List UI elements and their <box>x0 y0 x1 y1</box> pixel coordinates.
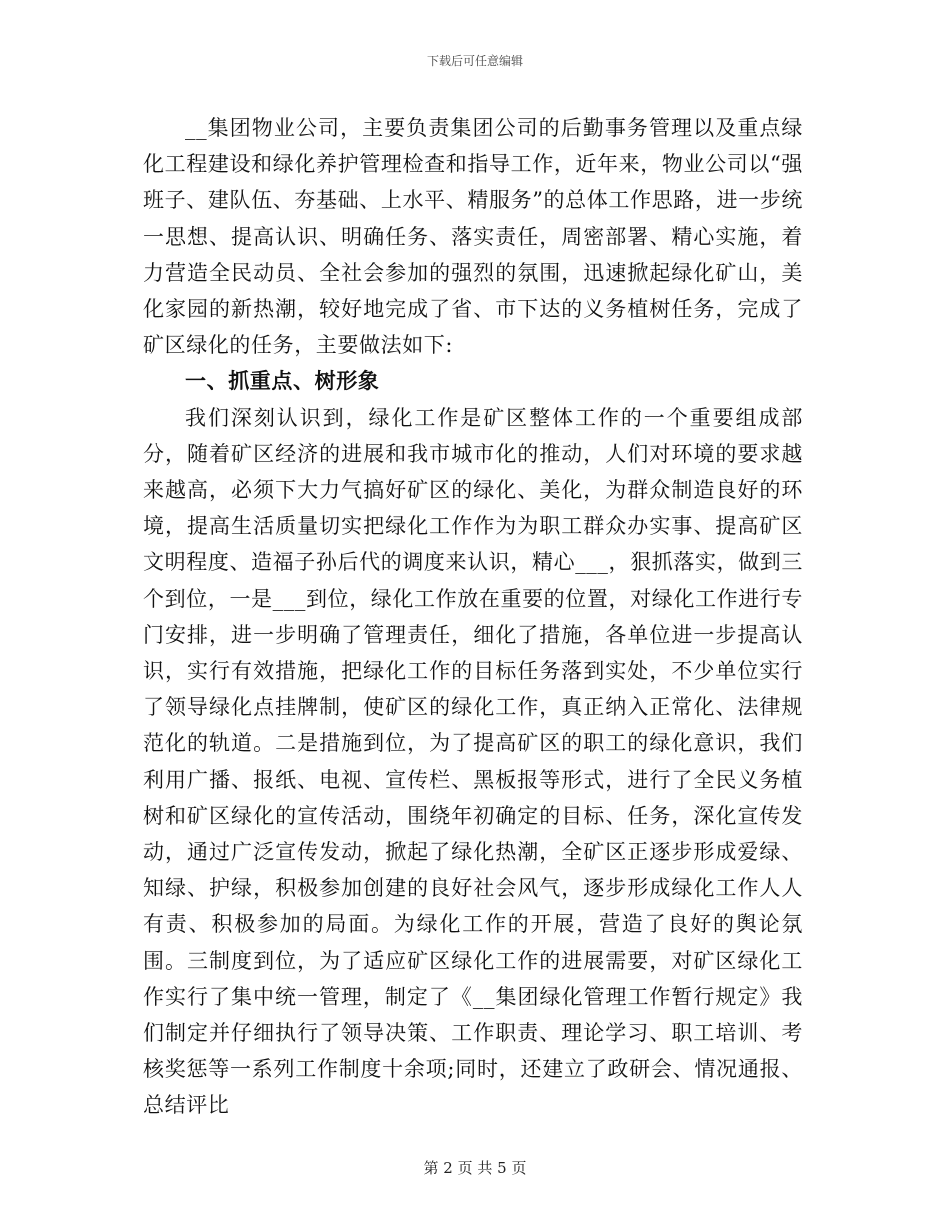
document-body <box>143 110 803 1124</box>
section-heading: 一、抓重点、树形象 <box>185 368 380 394</box>
section-paragraph: 我们深刻认识到，绿化工作是矿区整体工作的一个重要组成部分，随着矿区经济的进展和我市城市化的推动，人们对环境的要求越来越高，必须下大力气搞好矿区的绿化、美化，为群众制造良好的环境，提高生活质量切实把绿化工作作为为职工群众办实事、提高矿区文明程度、造福子孙后代的调度来认识，精心___，狠抓落实，做到三个到位，一是___到位，绿化工作放在重要的位置，对绿化工作进行专门安排，进一步明确了管理责任，细化了措施，各单位进一步提高认识，实行有效措施，把绿化工作的目标任务落到实处，不少单位实行了领导绿化点挂牌制，使矿区的绿化工作，真正纳入正常化、法律规范化的轨道。二是措施到位，为了提高矿区的职工的绿化意识，我们利用广播、报纸、电视、宣传栏、黑板报等形式，进行了全民义务植树和矿区绿化的宣传活动，围绕年初确定的目标、任务，深化宣传发动，通过广泛宣传发动，掀起了绿化热潮，全矿区正逐步形成爱绿、知绿、护绿，积极参加创建的良好社会风气，逐步形成绿化工作人人有责、积极参加的局面。为绿化工作的开展，营造了良好的舆论氛围。三制度到位，为了适应矿区绿化工作的进展需要，对矿区绿化工作实行了集中统一管理，制定了《__集团绿化管理工作暂行规定》我们制定并仔细执行了领导决策、工作职责、理论学习、职工培训、考核奖惩等一系列工作制度十余项;同时，还建立了政研会、情况通报、总结评比 <box>143 405 803 1118</box>
page-number: 第 2 页 共 5 页 <box>423 1159 527 1177</box>
page-header-note: 下载后可任意编辑 <box>426 54 523 68</box>
intro-paragraph: __集团物业公司，主要负责集团公司的后勤事务管理以及重点绿化工程建设和绿化养护管理检查和指导工作，近年来，物业公司以“强班子、建队伍、夯基础、上水平、精服务”的总体工作思路，进一步统一思想、提高认识、明确任务、落实责任，周密部署、精心实施，着力营造全民动员、全社会参加的强烈的氛围，迅速掀起绿化矿山，美化家园的新热潮，较好地完成了省、市下达的义务植树任务，完成了矿区绿化的任务，主要做法如下: <box>143 116 803 358</box>
